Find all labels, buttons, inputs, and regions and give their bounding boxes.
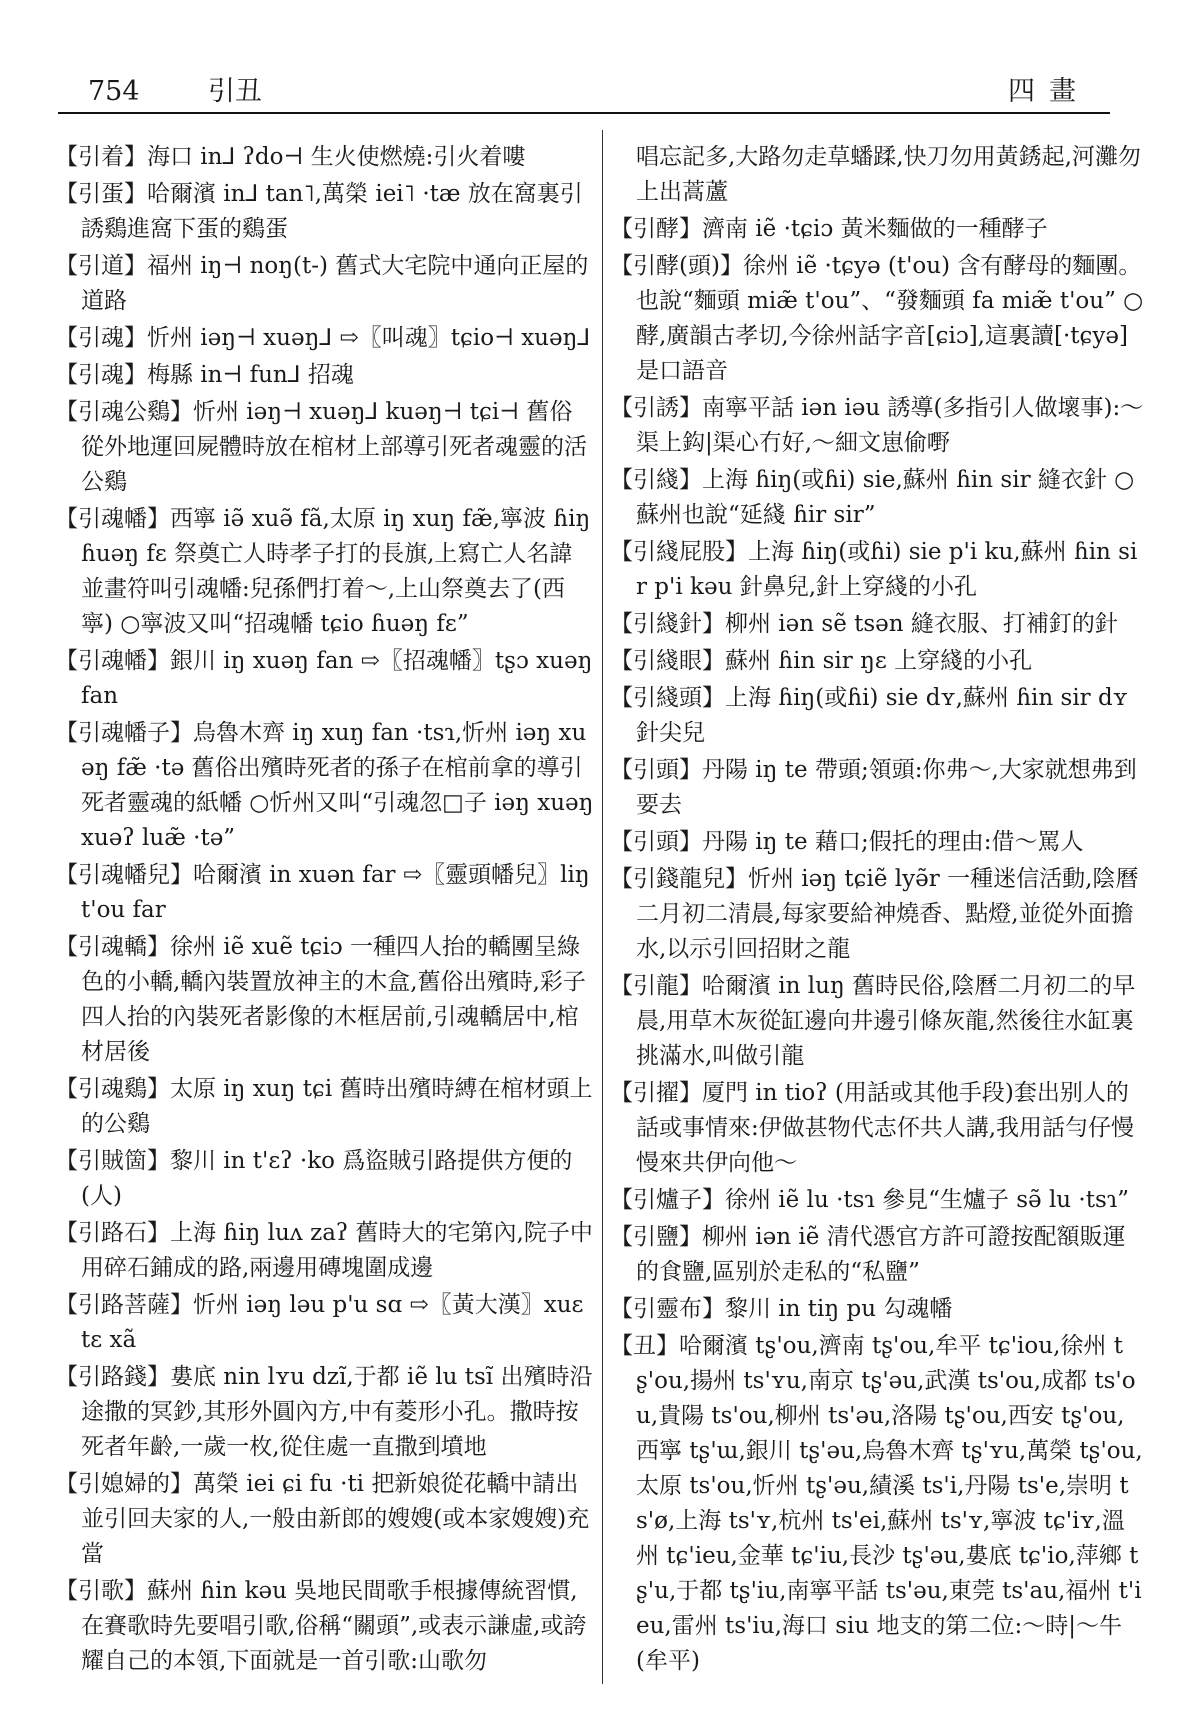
entry: 【引路錢】婁底 nin lʏu dzĩ,于都 iẽ lu tsĩ 出殯時沿途撒的冥鈔,其形外圓內方,中有菱形小孔。撒時按死者年齡,一歲一枚,從住處一直撒到墳地 [55,1364,593,1460]
right-column [610,140,1145,1684]
entry: 【引綫】上海 ɦiŋ(或ɦi) sie,蘇州 ɦin sir 縫衣針 ○蘇州也說“延綫 ɦir sir” [610,467,1135,528]
column-divider [602,130,603,1684]
page-header [58,72,1110,114]
entry: 【引魂】忻州 iəŋ⊣ xuəŋ⅃ ⇨〖叫魂〗tɕio⊣ xuəŋ⅃ [55,325,591,351]
entry: 【引魂】梅縣 in⊣ fun⅃ 招魂 [55,362,354,388]
entry: 【引綫針】柳州 iən sẽ tsən 縫衣服、打補釘的針 [610,611,1118,637]
entry: 【引道】福州 iŋ⊣ noŋ(t-) 舊式大宅院中通向正屋的道路 [55,253,589,314]
entry: 【引頭】丹陽 iŋ te 帶頭;領頭:你弗～,大家就想弗到要去 [610,757,1137,818]
left-column [55,140,595,1684]
entry: 【引龍】哈爾濱 in luŋ 舊時民俗,陰曆二月初二的早晨,用草木灰從缸邊向井邊引條灰龍,然後往水缸裏挑滿水,叫做引龍 [610,973,1136,1069]
entry: 【引魂幡】銀川 iŋ xuəŋ fan ⇨〖招魂幡〗tʂɔ xuəŋ fan [55,648,593,709]
entry: 【引酵(頭)】徐州 iẽ ·tɕyə (t'ou) 含有酵母的麵團。也說“麵頭 miæ̃ t'ou”、“發麵頭 fa miæ̃ t'ou” ○酵,廣韻古孝切,今徐州話字音[ɕiɔ],這裏讀[·tɕyə]是口語音 [610,253,1144,384]
entry: 【引着】海口 in⅃ ʔdo⊣ 生火使燃燒:引火着嘍 [55,144,526,170]
entry: 【引綫眼】蘇州 ɦin sir ŋɛ 上穿綫的小孔 [610,648,1033,674]
entry: 【引賊箇】黎川 in t'ɛʔ ·ko 爲盜賊引路提供方便的(人) [55,1148,573,1209]
entry: 【引魂公鷄】忻州 iəŋ⊣ xuəŋ⅃ kuəŋ⊣ tɕi⊣ 舊俗從外地運回屍體時放在棺材上部導引死者魂靈的活公鷄 [55,399,587,495]
entry-continuation: 唱忘記多,大路勿走草蟠蹂,快刀勿用黃銹起,河灘勿上出蒿蘆 [636,144,1141,205]
entry: 【引路菩薩】忻州 iəŋ ləu p'u sɑ ⇨〖黃大漢〗xuɛ tɛ xã [55,1292,584,1353]
entry: 【引綫頭】上海 ɦiŋ(或ɦi) sie dʏ,蘇州 ɦin sir dʏ 針尖兒 [610,685,1128,746]
entry: 【引魂幡】西寧 iə̃ xuə̃ fã,太原 iŋ xuŋ fæ̃,寧波 ɦiŋ ɦuəŋ fɛ 祭奠亡人時孝子打的長旗,上寫亡人名諱並畫符叫引魂幡:兒孫們打着～,上山祭奠去了(西寧) ○寧波又叫“招魂幡 tɕio ɦuəŋ fɛ” [55,506,591,637]
entry: 【引綫屁股】上海 ɦiŋ(或ɦi) sie p'i ku,蘇州 ɦin sir p'i kəu 針鼻兒,針上穿綫的小孔 [610,539,1138,600]
entry: 【引魂幡子】烏魯木齊 iŋ xuŋ fan ·tsɿ,忻州 iəŋ xuəŋ fæ̃ ·tə 舊俗出殯時死者的孫子在棺前拿的導引死者靈魂的紙幡 ○忻州又叫“引魂忽□子 iəŋ xuəŋ xuəʔ luæ̃ ·tə” [55,720,594,851]
entry: 【引酵】濟南 iẽ ·tɕiɔ 黃米麵做的一種酵子 [610,216,1048,242]
entry: 【引魂幡兒】哈爾濱 in xuən far ⇨〖靈頭幡兒〗liŋ t'ou far [55,862,590,923]
entry: 【引媳婦的】萬榮 iei ɕi fu ·ti 把新娘從花轎中請出並引回夫家的人,一般由新郎的嫂嫂(或本家嫂嫂)充當 [55,1471,590,1567]
entry: 【引蛋】哈爾濱 in⅃ tan˥,萬榮 iei˥ ·tæ 放在窩裏引誘鷄進窩下蛋的鷄蛋 [55,181,583,242]
entry: 【引錢龍兒】忻州 iəŋ tɕiẽ lyə̃r 一種迷信活動,陰曆二月初二清晨,每家要給神燒香、點燈,並從外面擔水,以示引回招財之龍 [610,866,1139,962]
entry: 【引靈布】黎川 in tiŋ pu 勾魂幡 [610,1296,953,1322]
page-number: 754 [88,76,140,107]
entry: 【引魂鷄】太原 iŋ xuŋ tɕi 舊時出殯時縛在棺材頭上的公鷄 [55,1076,593,1137]
entry: 【引爐子】徐州 iẽ lu ·tsɿ 參見“生爐子 sə̃ lu ·tsɿ” [610,1187,1129,1213]
entry: 【引路石】上海 ɦiŋ luʌ zaʔ 舊時大的宅第內,院子中用碎石鋪成的路,兩邊用磚塊圍成邊 [55,1220,593,1281]
entry: 【引頭】丹陽 iŋ te 藉口;假托的理由:借～罵人 [610,829,1084,855]
stroke-section: 四畫 [1008,76,1090,107]
running-headword: 引丑 [208,76,262,107]
entry: 【引擢】厦門 in tioʔ (用話或其他手段)套出别人的話或事情來:伊做甚物代志伓共人講,我用話勻仔慢慢來共伊向他～ [610,1080,1135,1176]
entry: 【丑】哈爾濱 tʂ'ou,濟南 tʂ'ou,牟平 tɕ'iou,徐州 tʂ'ou,揚州 ts'ʏu,南京 tʂ'əu,武漢 ts'ou,成都 ts'ou,貴陽 ts'ou,柳州 ts'əu,洛陽 tʂ'ou,西安 tʂ'ou,西寧 tʂ'ɯ,銀川 tʂ'əu,烏魯木齊 tʂ'ʏu,萬榮 tʂ'ou,太原 ts'ou,忻州 tʂ'əu,績溪 ts'i,丹陽 ts'e,崇明 ts'ø,上海 ts'ʏ,杭州 ts'ei,蘇州 ts'ʏ,寧波 tɕ'iʏ,溫州 tɕ'ieu,金華 tɕ'iu,長沙 tʂ'əu,婁底 tɕ'io,萍鄉 tʂ'u,于都 tʂ'iu,南寧平話 ts'əu,東莞 ts'au,福州 t'ieu,雷州 ts'iu,海口 siu 地支的第二位:～時|～牛(牟平) [610,1333,1143,1674]
entry: 【引魂轎】徐州 iẽ xuẽ tɕiɔ 一種四人抬的轎團呈綠色的小轎,轎內裝置放神主的木盒,舊俗出殯時,彩子四人抬的內裝死者影像的木框居前,引魂轎居中,棺材居後 [55,934,586,1065]
entry: 【引歌】蘇州 ɦin kəu 吳地民間歌手根據傳統習慣,在賽歌時先要唱引歌,俗稱“關頭”,或表示謙虛,或誇耀自己的本領,下面就是一首引歌:山歌勿 [55,1578,587,1674]
entry: 【引鹽】柳州 iən iẽ 清代憑官方許可證按配額販運的食鹽,區别於走私的“私鹽” [610,1224,1126,1285]
entry: 【引誘】南寧平話 iən iəu 誘導(多指引人做壞事):～渠上鈎|渠心冇好,～細文崽偷嘢 [610,395,1144,456]
